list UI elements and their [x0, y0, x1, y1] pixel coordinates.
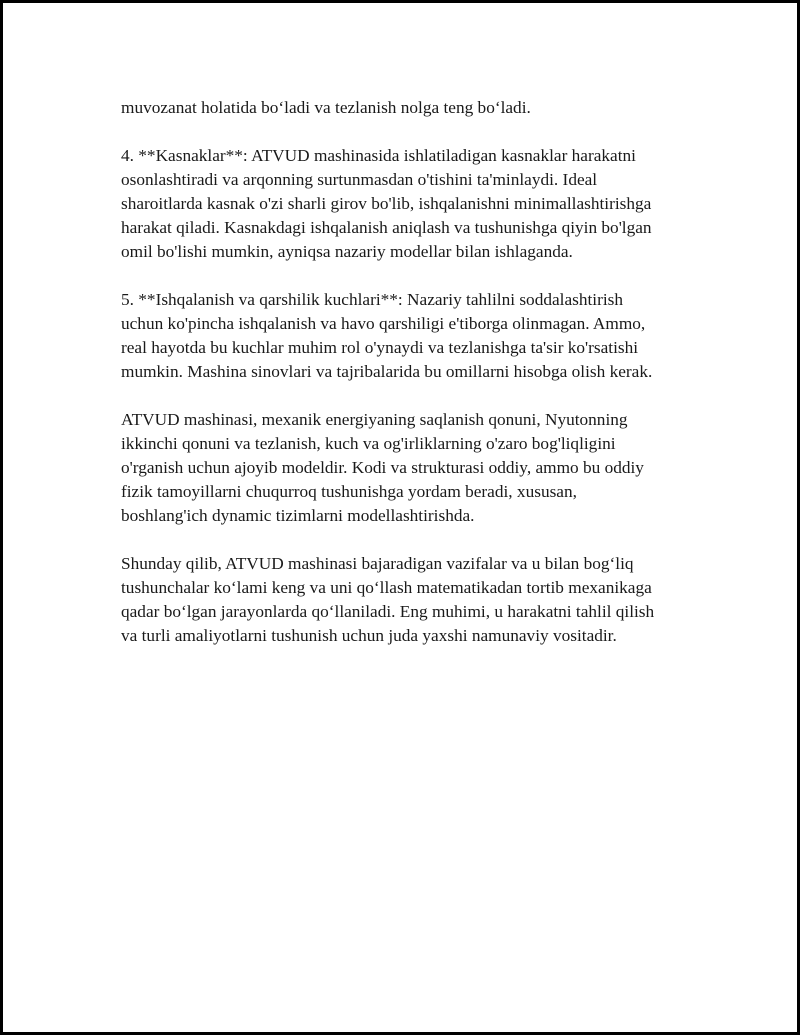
- text-line: uchun ko'pincha ishqalanish va havo qarshiligi e'tiborga olinmagan. Ammo,: [121, 314, 646, 333]
- paragraph-model-summary: [121, 408, 701, 528]
- text-line: omil bo'lishi mumkin, ayniqsa nazariy modellar bilan ishlaganda.: [121, 242, 573, 261]
- text-line: fizik tamoyillarni chuqurroq tushunishga yordam beradi, xususan,: [121, 482, 577, 501]
- text-line: muvozanat holatida bo‘ladi va tezlanish nolga teng bo‘ladi.: [121, 98, 531, 117]
- text-line: Shunday qilib, ATVUD mashinasi bajaradigan vazifalar va u bilan bog‘liq: [121, 554, 634, 573]
- text-line: o'rganish uchun ajoyib modeldir. Kodi va strukturasi oddiy, ammo bu oddiy: [121, 458, 644, 477]
- text-line: real hayotda bu kuchlar muhim rol o'ynaydi va tezlanishga ta'sir ko'rsatishi: [121, 338, 639, 357]
- text-line: tushunchalar ko‘lami keng va uni qo‘llash matematikadan tortib mexanikaga: [121, 578, 652, 597]
- paragraph-friction: [121, 288, 701, 384]
- text-line: boshlang'ich dynamic tizimlarni modellashtirishda.: [121, 506, 475, 525]
- text-line: va turli amaliyotlarni tushunish uchun juda yaxshi namunaviy vositadir.: [121, 626, 617, 645]
- text-line: ikkinchi qonuni va tezlanish, kuch va og'irliklarning o'zaro bog'liqligini: [121, 434, 616, 453]
- text-line: harakat qiladi. Kasnakdagi ishqalanish aniqlash va tushunishga qiyin bo'lgan: [121, 218, 652, 237]
- text-line: mumkin. Mashina sinovlari va tajribalarida bu omillarni hisobga olish kerak.: [121, 362, 653, 381]
- text-line: sharoitlarda kasnak o'zi sharli girov bo'lib, ishqalanishni minimallashtirishga: [121, 194, 652, 213]
- text-line: 4. **Kasnaklar**: ATVUD mashinasida ishlatiladigan kasnaklar harakatni: [121, 146, 636, 165]
- paragraph-pulleys: [121, 144, 701, 264]
- text-line: qadar bo‘lgan jarayonlarda qo‘llaniladi. Eng muhimi, u harakatni tahlil qilish: [121, 602, 655, 621]
- document-body: [121, 96, 701, 672]
- text-line: 5. **Ishqalanish va qarshilik kuchlari**: Nazariy tahlilni soddalashtirish: [121, 290, 624, 309]
- text-line: osonlashtiradi va arqonning surtunmasdan o'tishini ta'minlaydi. Ideal: [121, 170, 598, 189]
- text-line: ATVUD mashinasi, mexanik energiyaning saqlanish qonuni, Nyutonning: [121, 410, 628, 429]
- paragraph-conclusion: [121, 552, 701, 648]
- paragraph-equilibrium: [121, 96, 701, 120]
